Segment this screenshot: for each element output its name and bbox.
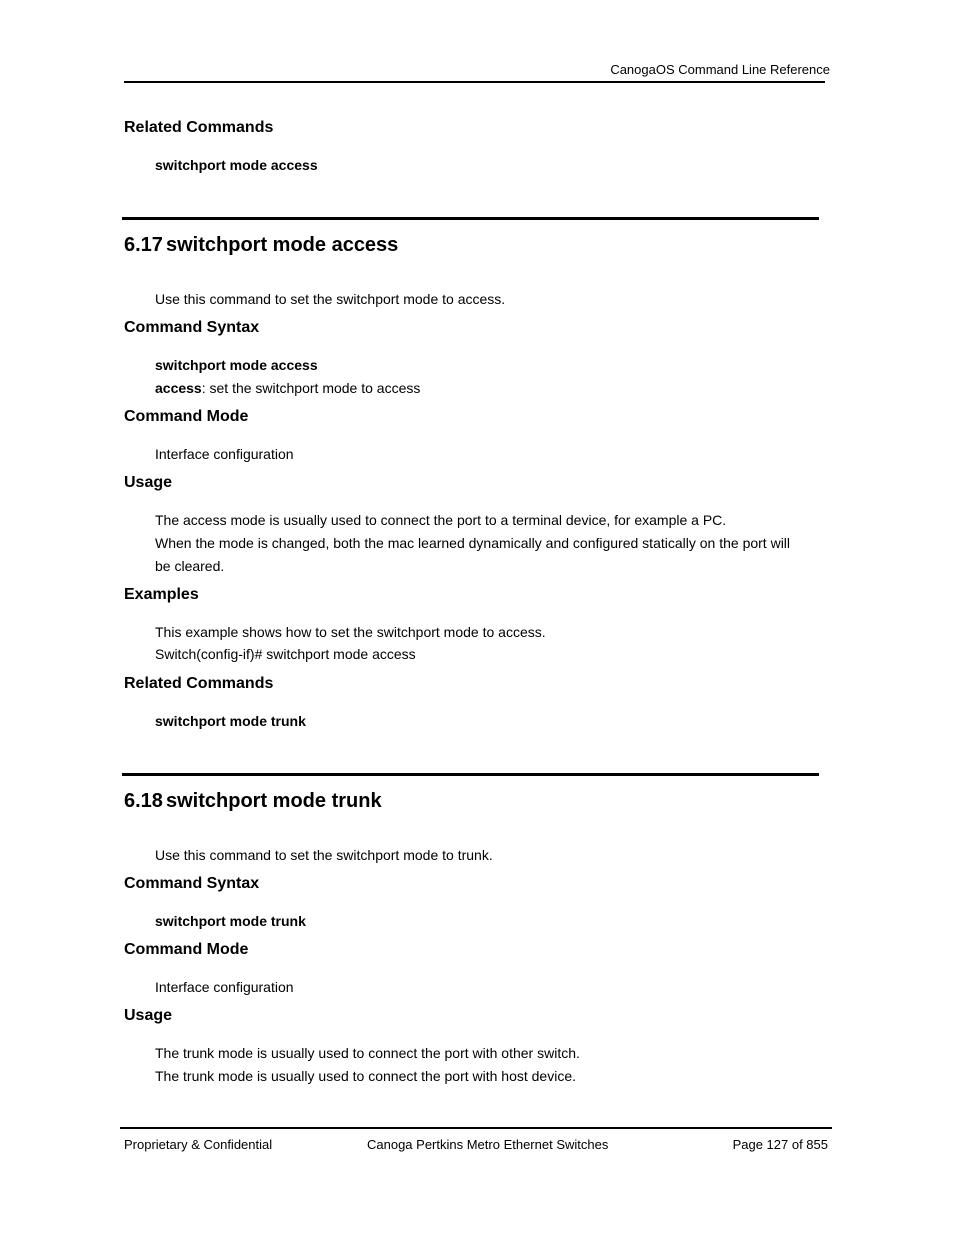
section-rule xyxy=(122,217,819,220)
related-command: switchport mode trunk xyxy=(155,713,306,729)
related-commands-heading: Related Commands xyxy=(124,119,274,136)
command-mode-heading: Command Mode xyxy=(124,941,249,958)
usage-heading: Usage xyxy=(124,474,173,491)
parameter-name: access xyxy=(155,380,202,396)
example-text-1: This example shows how to set the switchport mode to access. xyxy=(155,624,546,640)
command-syntax-heading: Command Syntax xyxy=(124,319,260,336)
section-title-6-17 xyxy=(124,234,398,257)
section-number: 6.17 xyxy=(124,234,163,256)
syntax-parameter xyxy=(155,377,420,400)
related-command: switchport mode access xyxy=(155,157,318,173)
related-commands-heading: Related Commands xyxy=(124,675,274,692)
examples-heading: Examples xyxy=(124,586,199,603)
syntax-command: switchport mode access xyxy=(155,357,318,373)
section-rule xyxy=(122,773,819,776)
parameter-desc: : set the switchport mode to access xyxy=(201,380,421,396)
footer-center: Canoga Pertkins Metro Ethernet Switches xyxy=(367,1137,609,1152)
usage-text-2: The trunk mode is usually used to connect the port with host device. xyxy=(155,1068,577,1084)
footer-rule xyxy=(120,1127,832,1129)
section-intro: Use this command to set the switchport mode to access. xyxy=(155,291,506,307)
section-intro: Use this command to set the switchport mode to trunk. xyxy=(155,847,493,863)
usage-heading: Usage xyxy=(124,1007,173,1024)
usage-text-1: The access mode is usually used to connect the port to a terminal device, for example a PC. xyxy=(155,512,727,528)
example-text-2: Switch(config-if)# switchport mode access xyxy=(155,646,416,662)
usage-text-2a: When the mode is changed, both the mac learned dynamically and configured statically on the port will xyxy=(155,535,791,551)
header-rule xyxy=(124,81,825,83)
usage-text-1: The trunk mode is usually used to connect the port with other switch. xyxy=(155,1045,580,1061)
command-mode-heading: Command Mode xyxy=(124,408,249,425)
section-title-6-18 xyxy=(124,790,382,813)
section-title-text: switchport mode access xyxy=(166,234,399,256)
usage-text-2b: be cleared. xyxy=(155,558,225,574)
command-mode-text: Interface configuration xyxy=(155,446,294,462)
page-number: Page 127 of 855 xyxy=(732,1137,828,1152)
running-header: CanogaOS Command Line Reference xyxy=(610,62,830,77)
command-mode-text: Interface configuration xyxy=(155,979,294,995)
section-title-text: switchport mode trunk xyxy=(166,790,382,812)
section-number: 6.18 xyxy=(124,790,163,812)
command-syntax-heading: Command Syntax xyxy=(124,875,260,892)
footer-left: Proprietary & Confidential xyxy=(124,1137,273,1152)
syntax-command: switchport mode trunk xyxy=(155,913,306,929)
